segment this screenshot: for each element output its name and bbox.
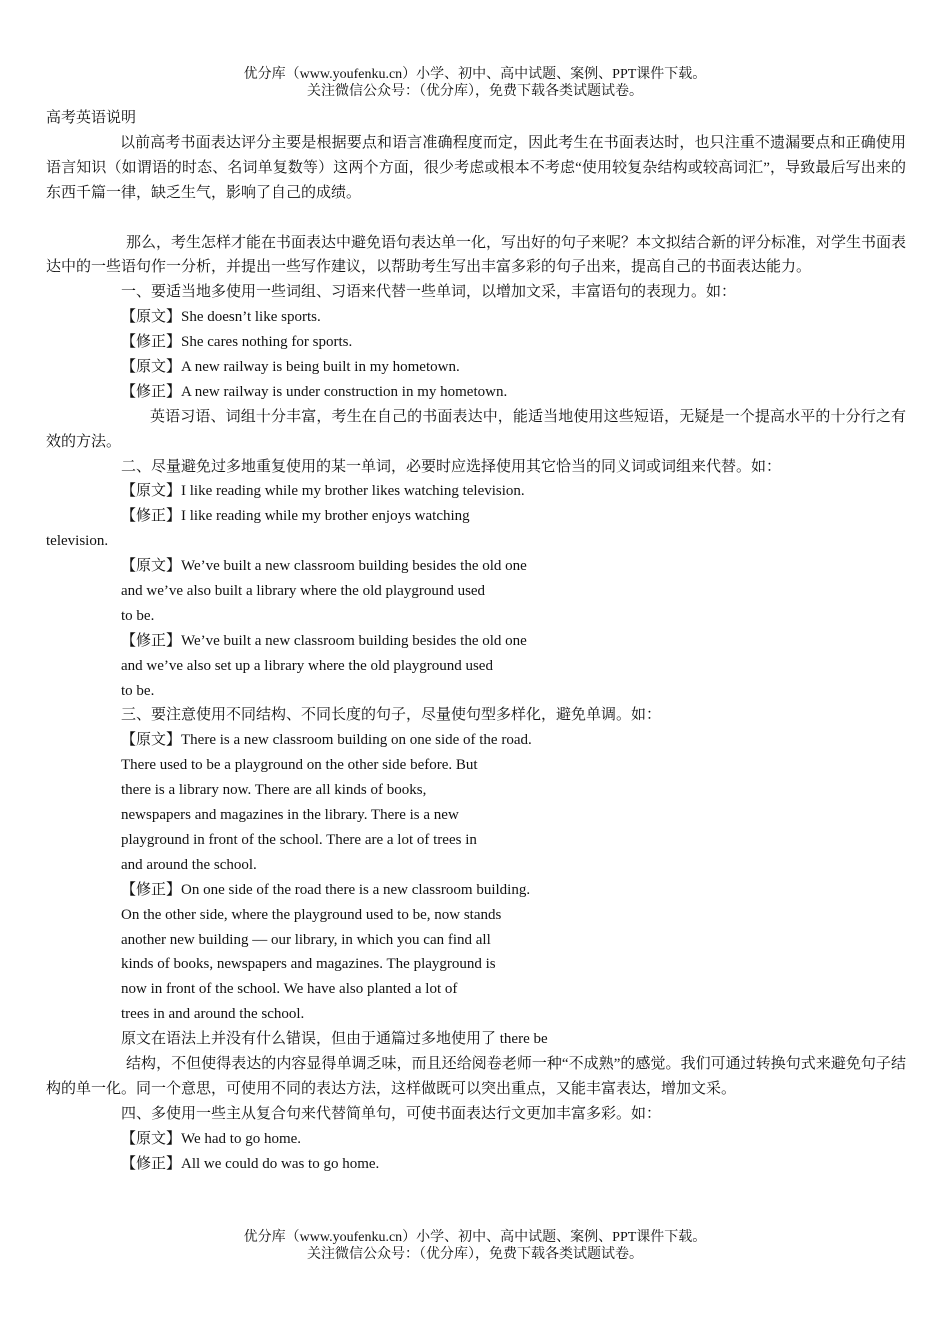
section-4-example-revised: 【修正】All we could do was to go home. (121, 1155, 380, 1172)
section-3-heading: 三、要注意使用不同结构、不同长度的句子，尽量使句型多样化，避免单调。如： (121, 707, 662, 724)
section-3-original-line: 【原文】There is a new classroom building on one side of the road. (121, 732, 532, 749)
section-1-heading: 一、要适当地多使用一些词组、习语来代替一些单词，以增加文采，丰富语句的表现力。如： (121, 284, 737, 301)
section-2-example-original-2-end: to be. (121, 607, 155, 624)
paragraph-spacer (46, 206, 906, 231)
section-3-revised-line: On the other side, where the playground used to be, now stands (121, 906, 502, 923)
section-4-example-original: 【原文】We had to go home. (121, 1130, 302, 1147)
section-2-example-revised-2: 【修正】We’ve built a new classroom building besides the old one (121, 632, 527, 649)
section-2-example-original-2: 【原文】We’ve built a new classroom building besides the old one (121, 558, 527, 575)
section-2-example-revised-2-end: to be. (121, 682, 155, 699)
document-body (46, 106, 906, 1176)
footer-line-2: 关注微信公众号：（优分库），免费下载各类试题试卷。 (307, 1247, 643, 1262)
section-2-example-original-1: 【原文】I like reading while my brother likes watching television. (121, 483, 525, 500)
section-1-example-original-2: 【原文】A new railway is being built in my hometown. (121, 358, 460, 375)
document-title: 高考英语说明 (46, 110, 137, 126)
section-2-example-original-2-cont: and we’ve also built a library where the old playground used (121, 583, 486, 600)
section-3-original-line: playground in front of the school. There are a lot of trees in (121, 831, 477, 848)
section-3-note-line-1: 原文在语法上并没有什么错误，但由于通篇过多地使用了 there be (121, 1031, 548, 1048)
section-3-revised-line: another new building — our library, in which you can find all (121, 931, 491, 948)
header-line-1: 优分库（www.youfenku.cn）小学、初中、高中试题、案例、PPT课件下载。 (243, 67, 707, 82)
intro-paragraph-2: 那么，考生怎样才能在书面表达中避免语句表达单一化，写出好的句子来呢？本文拟结合新的评分标准，对学生书面表达中的一些语句作一分析，并提出一些写作建议，以帮助考生写出丰富多彩的句子出来，提高自己的书面表达能力。 (46, 234, 907, 276)
section-3-revised-line: trees in and around the school. (121, 1006, 305, 1023)
page-footer (0, 1229, 950, 1263)
section-2-example-revised-1-cont: television. (46, 533, 109, 550)
section-3-original-line: and around the school. (121, 856, 257, 873)
section-3-original-line: There used to be a playground on the other side before. But (121, 757, 478, 774)
section-1-example-revised-2: 【修正】A new railway is under construction in my hometown. (121, 383, 508, 400)
page-header (0, 66, 950, 100)
section-1-note: 英语习语、词组十分丰富，考生在自己的书面表达中，能适当地使用这些短语，无疑是一个提高水平的十分行之有效的方法。 (46, 408, 906, 450)
section-3-note-paragraph: 结构，不但使得表达的内容显得单调乏味，而且还给阅卷老师一种“不成熟”的感觉。我们可通过转换句式来避免句子结构的单一化。同一个意思，可使用不同的表达方法，这样做既可以突出重点，又能丰富表达，增加文采。 (46, 1055, 906, 1097)
section-1-example-original-1: 【原文】She doesn’t like sports. (121, 309, 321, 326)
section-4-heading: 四、多使用一些主从复合句来代替简单句，可使书面表达行文更加丰富多彩。如： (121, 1105, 662, 1122)
section-3-revised-line: now in front of the school. We have also planted a lot of (121, 981, 458, 998)
footer-line-1: 优分库（www.youfenku.cn）小学、初中、高中试题、案例、PPT课件下载。 (243, 1230, 707, 1245)
intro-paragraph-1: 以前高考书面表达评分主要是根据要点和语言准确程度而定，因此考生在书面表达时，也只注重不遗漏要点和正确使用语言知识（如谓语的时态、名词单复数等）这两个方面，很少考虑或根本不考虑“使用较复杂结构或较高词汇”，导致最后写出来的东西千篇一律，缺乏生气，影响了自己的成绩。 (46, 134, 906, 201)
header-line-2: 关注微信公众号：（优分库），免费下载各类试题试卷。 (307, 84, 643, 99)
section-2-example-revised-1: 【修正】I like reading while my brother enjoys watching (121, 508, 470, 525)
section-3-revised-line: kinds of books, newspapers and magazines. The playground is (121, 956, 496, 973)
section-2-heading: 二、尽量避免过多地重复使用的某一单词，必要时应选择使用其它恰当的同义词或词组来代替。如： (121, 458, 782, 475)
section-2-example-revised-2-cont: and we’ve also set up a library where the old playground used (121, 657, 493, 674)
section-3-original-line: there is a library now. There are all kinds of books, (121, 782, 427, 799)
section-3-original-line: newspapers and magazines in the library. There is a new (121, 807, 459, 824)
section-3-revised-line: 【修正】On one side of the road there is a new classroom building. (121, 881, 531, 898)
section-1-example-revised-1: 【修正】She cares nothing for sports. (121, 334, 353, 351)
